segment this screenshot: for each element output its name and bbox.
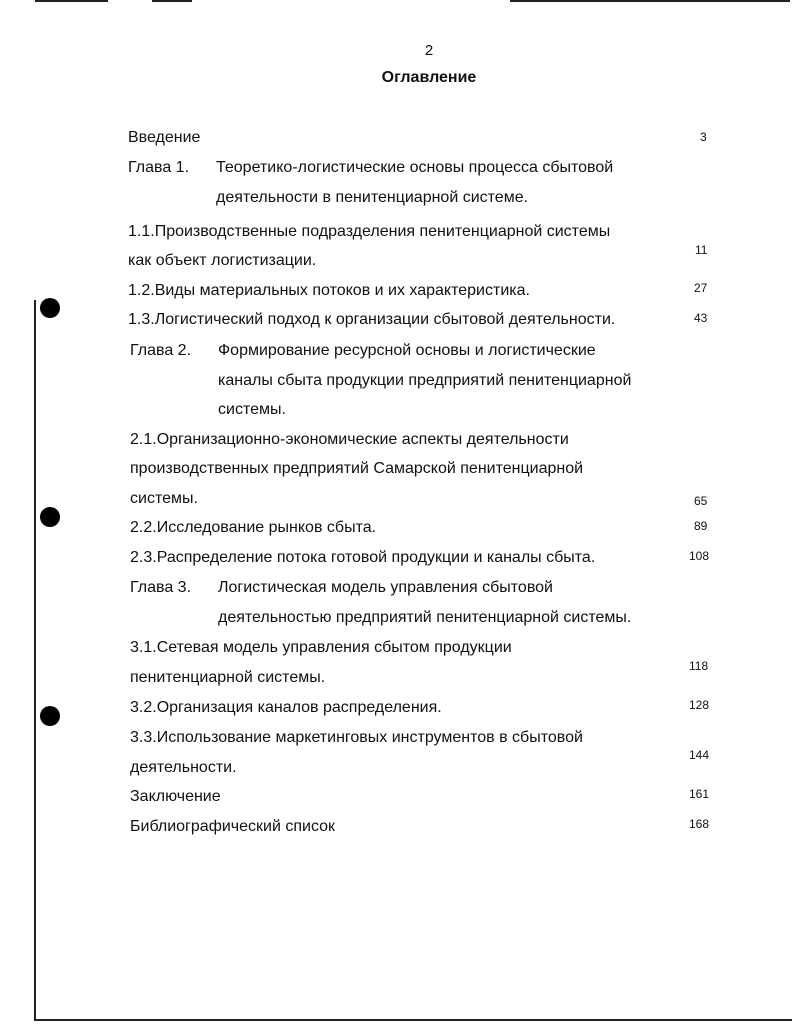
- toc-section-1-1-line-2: как объект логистизации.: [128, 252, 317, 269]
- chapter-3-label: Глава 3.: [130, 579, 192, 596]
- punch-hole-3: [40, 706, 60, 726]
- toc-section-3-3-line-1: 3.3.Использование маркетинговых инструментов в сбытовой: [130, 729, 583, 746]
- page-number: 2: [424, 42, 434, 59]
- scan-edge-top-3: [510, 0, 790, 2]
- toc-section-1-2: 1.2.Виды материальных потоков и их характеристика.: [128, 282, 530, 299]
- toc-section-2-3-page: 108: [689, 549, 710, 563]
- scan-edge-left: [34, 300, 36, 1020]
- toc-section-3-1-page: 118: [689, 659, 709, 673]
- chapter-2-label: Глава 2.: [130, 342, 192, 359]
- toc-conclusion: Заключение: [130, 788, 221, 805]
- toc-chapter-1: [128, 158, 613, 178]
- toc-section-1-3: 1.3.Логистический подход к организации сбытовой деятельности.: [128, 311, 616, 328]
- chapter-1-label: Глава 1.: [128, 159, 190, 176]
- scan-edge-top-2: [152, 0, 192, 2]
- toc-section-3-3-page: 144: [689, 748, 710, 762]
- toc-section-1-3-page: 43: [694, 311, 708, 325]
- toc-chapter-2: [130, 341, 596, 361]
- toc-bibliography-page: 168: [689, 817, 710, 831]
- toc-section-2-1-line-3: системы.: [130, 490, 198, 507]
- toc-conclusion-page: 161: [689, 787, 710, 801]
- punch-hole-1: [40, 298, 60, 318]
- chapter-1-title-line-1: Теоретико-логистические основы процесса сбытовой: [216, 159, 614, 176]
- toc-section-1-1-line-1: 1.1.Производственные подразделения пенитенциарной системы: [128, 223, 611, 240]
- chapter-2-title-line-2: каналы сбыта продукции предприятий пенитенциарной: [218, 372, 632, 389]
- chapter-2-title-line-1: Формирование ресурсной основы и логистические: [218, 342, 596, 359]
- chapter-2-title-line-3: системы.: [218, 401, 286, 418]
- toc-section-1-1-page: 11: [695, 243, 708, 257]
- chapter-3-title-line-1: Логистическая модель управления сбытовой: [218, 579, 553, 596]
- toc-intro: Введение: [128, 129, 201, 146]
- punch-hole-2: [40, 507, 60, 527]
- toc-section-3-1-line-2: пенитенциарной системы.: [130, 669, 326, 686]
- toc-section-1-2-page: 27: [694, 281, 708, 295]
- toc-section-3-2: 3.2.Организация каналов распределения.: [130, 699, 442, 716]
- scan-edge-top-1: [35, 0, 108, 2]
- toc-section-2-3: 2.3.Распределение потока готовой продукции и каналы сбыта.: [130, 549, 596, 566]
- page-title: Оглавление: [381, 69, 477, 86]
- toc-section-3-2-page: 128: [689, 698, 710, 712]
- chapter-1-title-line-2: деятельности в пенитенциарной системе.: [216, 189, 529, 206]
- toc-intro-page: 3: [700, 130, 707, 144]
- toc-section-2-2-page: 89: [694, 519, 708, 533]
- toc-section-2-2: 2.2.Исследование рынков сбыта.: [130, 519, 377, 536]
- toc-bibliography: Библиографический список: [130, 818, 336, 835]
- toc-chapter-3: [130, 578, 553, 598]
- chapter-3-title-line-2: деятельностью предприятий пенитенциарной системы.: [218, 609, 632, 626]
- scan-edge-bottom: [34, 1019, 792, 1021]
- toc-section-3-3-line-2: деятельности.: [130, 759, 237, 776]
- toc-section-2-1-page: 65: [694, 494, 708, 508]
- toc-section-2-1-line-2: производственных предприятий Самарской пенитенциарной: [130, 460, 584, 477]
- toc-section-2-1-line-1: 2.1.Организационно-экономические аспекты деятельности: [130, 431, 569, 448]
- toc-section-3-1-line-1: 3.1.Сетевая модель управления сбытом продукции: [130, 639, 512, 656]
